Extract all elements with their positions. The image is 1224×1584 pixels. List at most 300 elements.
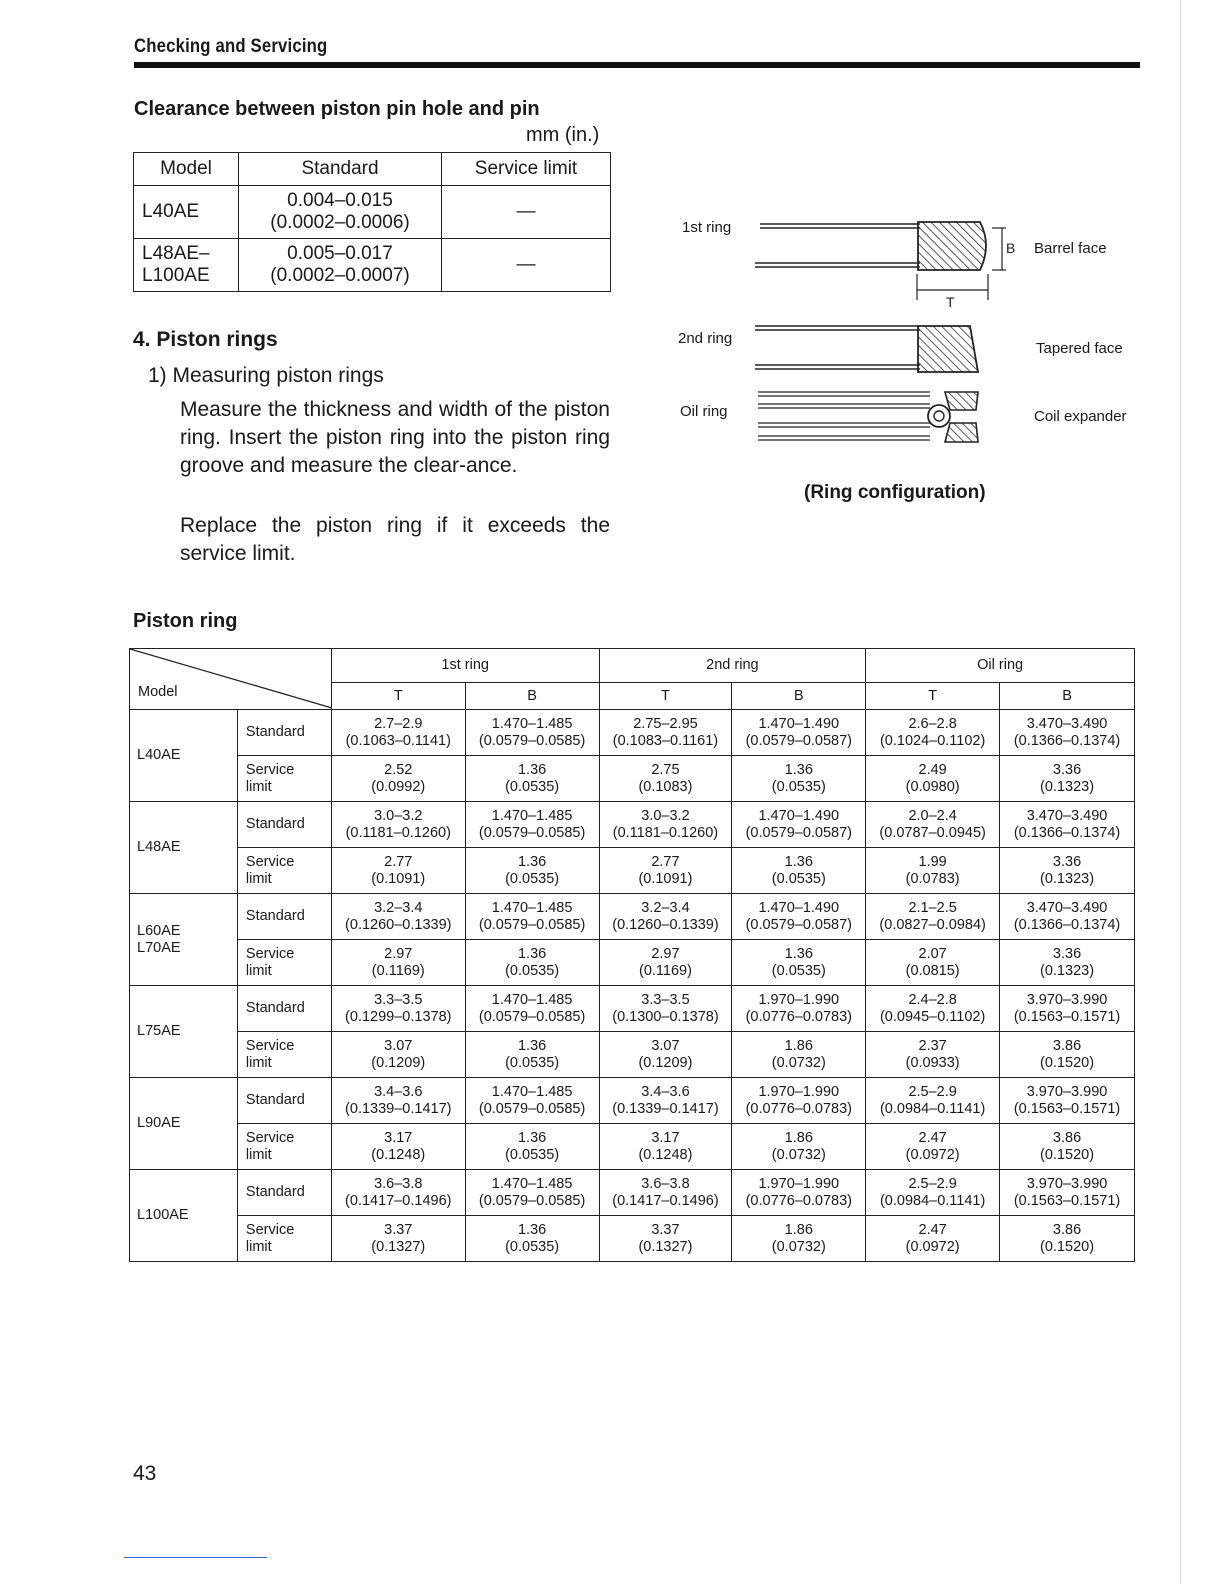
clearance-limit: — [442, 186, 611, 239]
clearance-row [134, 186, 611, 239]
value-cell [331, 1032, 465, 1078]
value-cell [465, 1216, 599, 1262]
value-in: (0.1260–0.1339) [345, 916, 452, 933]
value-mm: 2.5–2.9 [908, 1175, 957, 1192]
value-cell [866, 1216, 1000, 1262]
value-in: (0.1520) [1040, 1146, 1095, 1163]
value-in: (0.1366–0.1374) [1013, 916, 1121, 933]
value-cell [599, 1216, 732, 1262]
subsection-heading: 1) Measuring piston rings [148, 364, 384, 387]
piston-ring-table [129, 648, 1135, 1262]
value-in: (0.1520) [1040, 1238, 1095, 1255]
value-in: (0.0933) [905, 1054, 960, 1071]
value-cell [1000, 1032, 1135, 1078]
value-mm: 1.36 [517, 945, 547, 962]
col-model: Model [134, 153, 239, 186]
value-in: (0.0579–0.0585) [478, 1192, 586, 1209]
spec-kind: Standard [245, 1184, 305, 1200]
spec-kind-cell [237, 1216, 331, 1262]
value-mm: 3.6–3.8 [641, 1175, 690, 1192]
value-in: (0.1209) [371, 1054, 426, 1071]
value-mm: 1.86 [784, 1221, 813, 1238]
value-mm: 2.49 [918, 761, 947, 778]
model-name: L60AE [137, 922, 181, 939]
spec-kind-cell [237, 1032, 331, 1078]
value-mm: 1.36 [517, 761, 547, 778]
value-cell [1000, 802, 1135, 848]
value-in: (0.0732) [771, 1238, 826, 1255]
value-in: (0.1323) [1040, 778, 1095, 795]
value-in: (0.1091) [371, 870, 426, 887]
col-standard: Standard [239, 153, 442, 186]
value-mm: 2.0–2.4 [908, 807, 957, 824]
table-row [130, 986, 1135, 1032]
value-cell [1000, 1078, 1135, 1124]
value-mm: 3.0–3.2 [374, 807, 423, 824]
value-cell [866, 894, 1000, 940]
value-in: (0.1563–0.1571) [1013, 1008, 1121, 1025]
spec-kind: limit [245, 1238, 272, 1255]
spec-kind-cell [237, 1124, 331, 1170]
header-rule [134, 62, 1140, 68]
value-in: (0.0787–0.0945) [879, 824, 986, 841]
clearance-units: mm (in.) [526, 124, 600, 146]
value-cell [599, 986, 732, 1032]
clearance-table [133, 152, 611, 292]
value-cell [1000, 1124, 1135, 1170]
subcol-header: B [1000, 683, 1135, 710]
value-in: (0.1366–0.1374) [1013, 732, 1121, 749]
value-in: (0.1327) [371, 1238, 426, 1255]
value-cell [866, 848, 1000, 894]
value-in: (0.1417–0.1496) [612, 1192, 719, 1209]
group-header-row [130, 649, 1135, 683]
value-cell [732, 710, 866, 756]
model-name: L40AE [137, 747, 181, 763]
value-in: (0.1091) [638, 870, 693, 887]
value-in: (0.0535) [771, 778, 826, 795]
value-mm: 2.75 [651, 761, 680, 778]
value-cell [1000, 1216, 1135, 1262]
value-in: (0.1248) [638, 1146, 693, 1163]
value-cell [866, 710, 1000, 756]
value-mm: 1.470–1.490 [758, 899, 840, 916]
clearance-header-row [134, 153, 611, 186]
value-in: (0.0579–0.0585) [478, 1008, 586, 1025]
value-mm: 1.36 [784, 761, 813, 778]
value-cell [465, 1078, 599, 1124]
value-in: (0.0783) [905, 870, 960, 887]
model-header: Model [138, 684, 178, 700]
value-mm: 2.4–2.8 [908, 991, 957, 1008]
value-cell [331, 1216, 465, 1262]
table-row [130, 894, 1135, 940]
value-cell [1000, 894, 1135, 940]
spec-kind: Standard [245, 1092, 305, 1108]
model-cell [130, 802, 238, 894]
value-cell [465, 1170, 599, 1216]
table-row [130, 802, 1135, 848]
value-mm: 2.77 [384, 853, 413, 870]
value-cell [465, 940, 599, 986]
value-in: (0.0535) [505, 1054, 560, 1071]
table-row [130, 1216, 1135, 1262]
value-in: (0.0984–0.1141) [879, 1100, 986, 1117]
value-mm: 1.36 [517, 1037, 547, 1054]
value-mm: 3.970–3.990 [1026, 991, 1108, 1008]
value-cell [866, 802, 1000, 848]
table-row [130, 1170, 1135, 1216]
spec-kind-cell [237, 894, 331, 940]
label-oil-ring: Oil ring [680, 403, 728, 420]
value-cell [599, 1124, 732, 1170]
dim-b-label: B [1006, 240, 1016, 256]
value-mm: 3.6–3.8 [374, 1175, 423, 1192]
value-in: (0.1209) [638, 1054, 693, 1071]
value-cell [599, 1078, 732, 1124]
value-mm: 2.77 [651, 853, 680, 870]
value-in: (0.1299–0.1378) [345, 1008, 452, 1025]
spec-kind: Service [245, 1129, 295, 1146]
value-cell [732, 1170, 866, 1216]
table-row [130, 1078, 1135, 1124]
table-row [130, 756, 1135, 802]
value-cell [866, 986, 1000, 1032]
value-mm: 2.52 [384, 761, 413, 778]
value-mm: 2.47 [918, 1129, 947, 1146]
value-cell [732, 894, 866, 940]
subcol-header: B [465, 683, 599, 710]
model-cell [130, 894, 238, 986]
value-in: (0.1366–0.1374) [1013, 824, 1121, 841]
value-cell [866, 1170, 1000, 1216]
value-cell [599, 1170, 732, 1216]
value-cell [465, 1124, 599, 1170]
spec-kind: limit [245, 870, 272, 887]
value-in: (0.0827–0.0984) [879, 916, 986, 933]
value-cell [465, 710, 599, 756]
value-mm: 2.75–2.95 [633, 715, 698, 732]
value-cell [331, 1124, 465, 1170]
value-cell [732, 1032, 866, 1078]
piston-ring-body [130, 710, 1135, 1262]
spec-kind: Service [245, 853, 295, 870]
value-mm: 3.36 [1052, 761, 1082, 778]
value-mm: 3.4–3.6 [374, 1083, 423, 1100]
value-mm: 1.36 [784, 853, 813, 870]
spec-kind: limit [245, 962, 272, 979]
spec-kind: Standard [245, 908, 305, 924]
spec-kind-cell [237, 710, 331, 756]
value-mm: 3.3–3.5 [641, 991, 690, 1008]
value-in: (0.1563–0.1571) [1013, 1192, 1121, 1209]
value-mm: 3.07 [384, 1037, 413, 1054]
spec-kind-cell [237, 986, 331, 1032]
value-mm: 3.07 [651, 1037, 680, 1054]
value-cell [331, 756, 465, 802]
value-mm: 3.0–3.2 [641, 807, 690, 824]
value-in: (0.1563–0.1571) [1013, 1100, 1121, 1117]
value-mm: 3.36 [1052, 945, 1082, 962]
value-in: (0.1248) [371, 1146, 426, 1163]
value-in: (0.0992) [371, 778, 426, 795]
footer-line [124, 1557, 267, 1558]
clearance-standard [239, 239, 442, 292]
value-in: (0.0732) [771, 1146, 826, 1163]
value-cell [465, 894, 599, 940]
subcol-header: T [599, 683, 732, 710]
label-tapered-face: Tapered face [1036, 340, 1123, 357]
spec-kind: limit [245, 1054, 272, 1071]
model-cell [130, 1078, 238, 1170]
value-in: (0.0579–0.0587) [745, 732, 852, 749]
value-cell [1000, 756, 1135, 802]
value-in: (0.0535) [771, 962, 826, 979]
diagonal-line [130, 649, 332, 709]
first-ring-shape [755, 222, 1006, 300]
subcol-header: T [331, 683, 465, 710]
value-in: (0.0579–0.0587) [745, 824, 852, 841]
value-mm: 1.970–1.990 [758, 1083, 840, 1100]
value-in: (0.0579–0.0585) [478, 916, 586, 933]
subcol-header: B [732, 683, 866, 710]
value-mm: 3.2–3.4 [641, 899, 690, 916]
value-cell [732, 848, 866, 894]
standard-in: (0.0002–0.0006) [270, 212, 410, 233]
value-mm: 3.17 [651, 1129, 680, 1146]
value-cell [866, 756, 1000, 802]
value-cell [866, 1124, 1000, 1170]
model-line: L40AE [142, 201, 200, 222]
value-mm: 1.470–1.485 [491, 899, 573, 916]
value-mm: 3.37 [384, 1221, 413, 1238]
value-in: (0.1260–0.1339) [612, 916, 719, 933]
value-cell [1000, 1170, 1135, 1216]
value-mm: 1.86 [784, 1129, 813, 1146]
value-mm: 3.470–3.490 [1026, 899, 1108, 916]
value-in: (0.0732) [771, 1054, 826, 1071]
value-cell [1000, 710, 1135, 756]
value-in: (0.0535) [505, 870, 560, 887]
section-heading: 4. Piston rings [133, 328, 278, 351]
standard-mm: 0.004–0.015 [287, 190, 393, 211]
dim-t-label: T [946, 294, 955, 310]
label-barrel-face: Barrel face [1034, 240, 1107, 257]
value-mm: 3.86 [1052, 1129, 1082, 1146]
value-mm: 1.470–1.485 [491, 715, 573, 732]
value-cell [331, 1170, 465, 1216]
value-cell [599, 1032, 732, 1078]
value-cell [331, 802, 465, 848]
value-in: (0.1417–0.1496) [345, 1192, 452, 1209]
value-mm: 3.2–3.4 [374, 899, 423, 916]
ring-configuration-diagram [740, 210, 1040, 460]
model-name: L90AE [137, 1115, 181, 1131]
value-cell [331, 940, 465, 986]
value-mm: 1.36 [517, 853, 547, 870]
value-mm: 2.6–2.8 [908, 715, 957, 732]
value-mm: 2.5–2.9 [908, 1083, 957, 1100]
spec-kind: Standard [245, 816, 305, 832]
value-cell [465, 848, 599, 894]
value-cell [465, 756, 599, 802]
value-cell [599, 710, 732, 756]
standard-mm: 0.005–0.017 [287, 243, 393, 264]
spec-kind: Service [245, 1221, 295, 1238]
value-in: (0.0579–0.0585) [478, 1100, 586, 1117]
value-cell [465, 802, 599, 848]
model-cell [130, 710, 238, 802]
piston-ring-title: Piston ring [133, 610, 238, 632]
value-in: (0.0776–0.0783) [745, 1192, 852, 1209]
group-header: Oil ring [866, 649, 1135, 683]
value-mm: 3.86 [1052, 1221, 1082, 1238]
value-cell [1000, 940, 1135, 986]
value-cell [732, 756, 866, 802]
value-mm: 3.4–3.6 [641, 1083, 690, 1100]
value-mm: 1.470–1.490 [758, 807, 840, 824]
value-cell [599, 894, 732, 940]
instruction-paragraph: Replace the piston ring if it exceeds the service limit. [180, 514, 610, 565]
value-cell [599, 756, 732, 802]
value-mm: 2.7–2.9 [374, 715, 423, 732]
value-in: (0.1083–0.1161) [612, 732, 719, 749]
value-cell [331, 1078, 465, 1124]
value-in: (0.0945–0.1102) [879, 1008, 986, 1025]
page-number: 43 [133, 1462, 157, 1485]
spec-kind: Service [245, 761, 295, 778]
spec-kind-cell [237, 940, 331, 986]
model-cell [130, 1170, 238, 1262]
value-cell [732, 986, 866, 1032]
value-mm: 3.470–3.490 [1026, 715, 1108, 732]
value-in: (0.1063–0.1141) [345, 732, 451, 749]
second-ring-shape [755, 326, 978, 372]
table-row [130, 1032, 1135, 1078]
model-name: L48AE [137, 839, 181, 855]
spec-kind: Service [245, 945, 295, 962]
table-row [130, 940, 1135, 986]
value-mm: 3.17 [384, 1129, 413, 1146]
value-cell [331, 894, 465, 940]
value-in: (0.0972) [905, 1238, 960, 1255]
value-mm: 3.37 [651, 1221, 680, 1238]
value-in: (0.1339–0.1417) [345, 1100, 452, 1117]
value-cell [331, 848, 465, 894]
label-1st-ring: 1st ring [682, 219, 732, 236]
value-in: (0.0535) [505, 778, 560, 795]
value-mm: 1.970–1.990 [758, 1175, 840, 1192]
value-in: (0.0579–0.0587) [745, 916, 852, 933]
instruction-paragraph: Measure the thickness and width of the piston ring. Insert the piston ring into the piston ring groove and measure the clear-ance. [180, 398, 610, 477]
value-mm: 3.86 [1052, 1037, 1082, 1054]
label-coil-expander: Coil expander [1034, 408, 1127, 425]
subcol-header: T [866, 683, 1000, 710]
value-in: (0.1339–0.1417) [612, 1100, 719, 1117]
clearance-model [134, 239, 239, 292]
group-header: 1st ring [331, 649, 599, 683]
value-in: (0.1181–0.1260) [345, 824, 451, 841]
value-mm: 1.36 [784, 945, 813, 962]
value-mm: 1.99 [918, 853, 947, 870]
value-mm: 3.3–3.5 [374, 991, 423, 1008]
oil-ring-shape [758, 392, 978, 442]
value-mm: 3.36 [1052, 853, 1082, 870]
value-in: (0.0776–0.0783) [745, 1008, 852, 1025]
value-mm: 1.36 [517, 1129, 547, 1146]
value-in: (0.0535) [505, 962, 560, 979]
value-cell [331, 710, 465, 756]
value-cell [866, 940, 1000, 986]
value-mm: 3.970–3.990 [1026, 1083, 1108, 1100]
spec-kind-cell [237, 1078, 331, 1124]
value-mm: 3.970–3.990 [1026, 1175, 1108, 1192]
clearance-limit: — [442, 239, 611, 292]
value-in: (0.0535) [771, 870, 826, 887]
group-header: 2nd ring [599, 649, 866, 683]
table-row [130, 1124, 1135, 1170]
value-mm: 2.97 [651, 945, 680, 962]
value-cell [732, 1216, 866, 1262]
spec-kind: Standard [245, 1000, 305, 1016]
spec-kind: Service [245, 1037, 295, 1054]
value-cell [1000, 986, 1135, 1032]
value-cell [1000, 848, 1135, 894]
clearance-row [134, 239, 611, 292]
value-cell [599, 848, 732, 894]
value-mm: 1.36 [517, 1221, 547, 1238]
value-in: (0.0579–0.0585) [478, 732, 586, 749]
spec-kind-cell [237, 756, 331, 802]
spec-kind-cell [237, 848, 331, 894]
value-in: (0.0972) [905, 1146, 960, 1163]
value-in: (0.1520) [1040, 1054, 1095, 1071]
value-in: (0.0776–0.0783) [745, 1100, 852, 1117]
value-cell [732, 802, 866, 848]
value-in: (0.0535) [505, 1146, 560, 1163]
clearance-title: Clearance between piston pin hole and pin [134, 98, 540, 120]
spec-kind: Standard [245, 724, 305, 740]
value-cell [732, 1124, 866, 1170]
value-mm: 3.470–3.490 [1026, 807, 1108, 824]
spec-kind: limit [245, 1146, 272, 1163]
page-header-title: Checking and Servicing [134, 36, 328, 57]
value-mm: 1.86 [784, 1037, 813, 1054]
value-mm: 1.970–1.990 [758, 991, 840, 1008]
value-cell [732, 1078, 866, 1124]
model-name: L100AE [137, 1207, 189, 1223]
value-in: (0.1169) [371, 962, 425, 979]
value-in: (0.1169) [638, 962, 692, 979]
spec-kind-cell [237, 802, 331, 848]
table-row [130, 848, 1135, 894]
value-in: (0.1327) [638, 1238, 693, 1255]
model-name: L70AE [137, 939, 181, 956]
value-in: (0.1181–0.1260) [612, 824, 719, 841]
clearance-standard [239, 186, 442, 239]
model-name: L75AE [137, 1023, 181, 1039]
value-cell [732, 940, 866, 986]
clearance-model [134, 186, 239, 239]
value-mm: 1.470–1.490 [758, 715, 840, 732]
value-mm: 1.470–1.485 [491, 807, 573, 824]
model-line: L100AE [142, 265, 210, 286]
value-in: (0.0535) [505, 1238, 560, 1255]
value-in: (0.0579–0.0585) [478, 824, 586, 841]
value-mm: 2.07 [918, 945, 947, 962]
value-mm: 2.1–2.5 [908, 899, 957, 916]
value-mm: 1.470–1.485 [491, 991, 573, 1008]
